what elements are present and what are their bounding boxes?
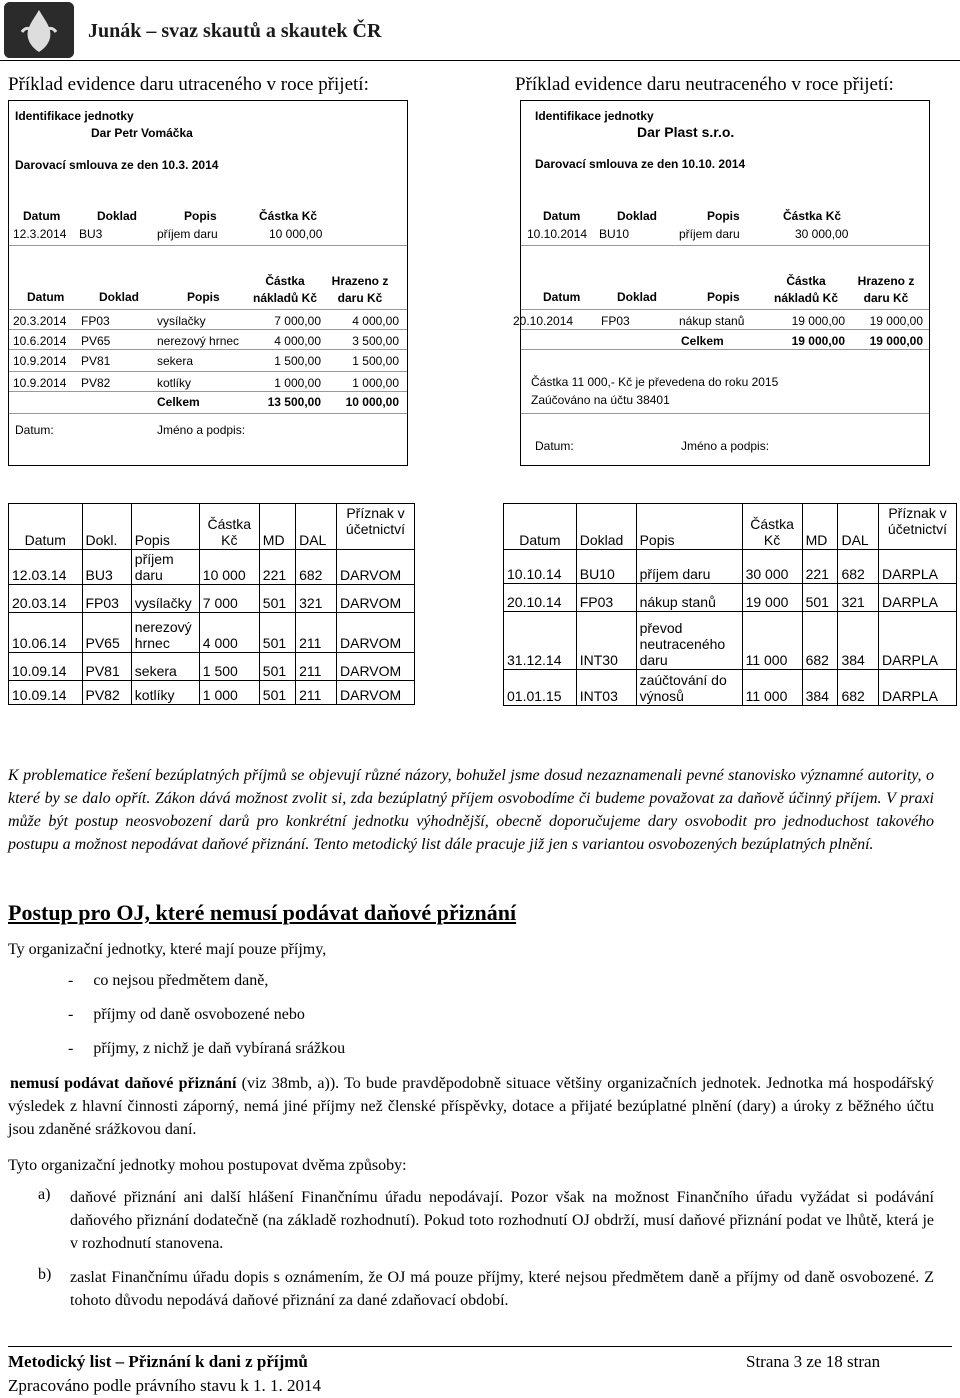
exp-col-popis: Popis — [707, 290, 740, 304]
exp-row-date: 20.3.2014 — [13, 314, 67, 328]
table-row — [9, 585, 415, 613]
exp-row-desc: vysílačky — [157, 314, 206, 328]
list-item-text: příjmy od daně osvobozené nebo — [93, 1006, 305, 1023]
cell: 501 — [259, 613, 295, 653]
cell: 501 — [802, 584, 838, 612]
exp-row-date: 10.9.2014 — [13, 376, 67, 390]
exp-row-doc: PV81 — [81, 354, 111, 368]
date-label: Datum: — [535, 439, 574, 453]
total-label: Celkem — [681, 334, 724, 348]
cell: INT03 — [576, 670, 636, 706]
income-doc: BU3 — [79, 227, 103, 241]
cell: DARPLA — [879, 584, 957, 612]
signature-label: Jméno a podpis: — [157, 423, 246, 437]
exp-row-doc: PV82 — [81, 376, 111, 390]
italic-paragraph: K problematice řešení bezúplatných příjmů se objevují různé názory, bohužel jsme dosud nezaznamenali pevné stanovisko významné autority, o které by se dalo opřít. Zákon dává možnost zvolit si, zda bezúplatný příjem osvobodíme či budeme považovat za daňově účinný příjem. V praxi může být postup neosvobození darů pro konkrétní jednotku výhodnější, obecně doporučujeme dary osvobodit pro jednoduchost takového postupu a možnost nepodávat daňové přiznání. Tento metodický list dále pracuje již jen s variantou osvobozených bezúplatných plnění. — [8, 767, 934, 853]
income-date: 12.3.2014 — [13, 227, 67, 241]
col-popis: Popis — [707, 209, 740, 223]
income-desc: příjem daru — [679, 227, 740, 241]
exp-row-doc: PV65 — [81, 334, 111, 348]
cell: kotlíky — [131, 681, 199, 705]
col-datum: Datum — [543, 209, 581, 223]
accounting-table-right — [503, 503, 957, 706]
cell: příjem daru — [636, 550, 742, 584]
cell: sekera — [131, 653, 199, 681]
exp-row-cost: 1 000,00 — [274, 376, 321, 390]
cell: 221 — [259, 550, 295, 585]
cell: 682 — [802, 612, 838, 670]
table-header-row — [504, 504, 957, 550]
cell: 682 — [838, 550, 879, 584]
exp-col-datum: Datum — [543, 290, 581, 304]
cell: 20.10.14 — [504, 584, 577, 612]
th-doklad: Dokl. — [82, 504, 131, 550]
cell: 501 — [259, 681, 295, 705]
option-b-label: b) — [38, 1266, 52, 1283]
carryover-note: Částka 11 000,- Kč je převedena do roku 2015 — [531, 375, 779, 389]
cell: DARPLA — [879, 612, 957, 670]
exp-row-cost: 4 000,00 — [274, 334, 321, 348]
contract-line: Darovací smlouva ze den 10.10. 2014 — [535, 157, 746, 171]
exp-row-desc: sekera — [157, 354, 194, 368]
cell: příjem daru — [131, 550, 199, 585]
cell: 31.12.14 — [504, 612, 577, 670]
exp-row-gift: 3 500,00 — [352, 334, 399, 348]
cell: 321 — [296, 585, 337, 613]
exp-row-doc: FP03 — [81, 314, 110, 328]
cell: PV65 — [82, 613, 131, 653]
table-row — [9, 550, 415, 585]
paragraph-2 — [8, 1072, 934, 1141]
cell: nerezový hrnec — [131, 613, 199, 653]
right-example-caption: Příklad evidence daru neutraceného v roce přijetí: — [515, 74, 894, 95]
exp-row-gift: 19 000,00 — [869, 314, 923, 328]
document-header-title: Junák – svaz skautů a skautek ČR — [88, 20, 382, 42]
cell: 7 000 — [199, 585, 259, 613]
exp-col-gift: Hrazeno z daru Kč — [857, 274, 915, 305]
option-b-text: zaslat Finančnímu úřadu dopis s oznámením, že OJ má pouze příjmy, které nejsou předmětem daně a příjmy od daně osvobozené. Z tohoto důvodu nepodává daňové přiznání za dané zdaňovací období. — [70, 1269, 934, 1309]
left-evidence-sheet — [8, 100, 408, 466]
cell: 19 000 — [742, 584, 802, 612]
exp-row-desc: nerezový hrnec — [157, 334, 240, 348]
exp-row-gift: 1 500,00 — [352, 354, 399, 368]
exp-col-cost: Částka nákladů Kč — [252, 274, 318, 305]
cell: 10 000 — [199, 550, 259, 585]
th-priznak: Příznak v účetnictví — [879, 504, 957, 550]
section-heading: Postup pro OJ, které nemusí podávat daňové přiznání — [8, 900, 517, 925]
cell: zaúčtování do výnosů — [636, 670, 742, 706]
exp-row-date: 20.10.2014 — [513, 314, 574, 328]
header-divider — [0, 60, 960, 61]
right-evidence-sheet — [513, 100, 930, 466]
exp-row-gift: 1 000,00 — [352, 376, 399, 390]
bold-lead: nemusí podávat daňové přiznání — [10, 1075, 237, 1092]
table-row — [504, 550, 957, 584]
cell: převod neutraceného daru — [636, 612, 742, 670]
ident-label: Identifikace jednotky — [15, 109, 134, 123]
exp-col-gift: Hrazeno z daru Kč — [331, 274, 389, 305]
exp-row-date: 10.6.2014 — [13, 334, 67, 348]
th-md: MD — [259, 504, 295, 550]
signature-label: Jméno a podpis: — [681, 439, 770, 453]
cell: 20.03.14 — [9, 585, 83, 613]
cell: 501 — [259, 653, 295, 681]
cell: 682 — [838, 670, 879, 706]
table-row — [9, 653, 415, 681]
th-priznak: Příznak v účetnictví — [337, 504, 415, 550]
cell: 10.09.14 — [9, 681, 83, 705]
left-example-caption: Příklad evidence daru utraceného v roce přijetí: — [8, 74, 369, 95]
table-row — [504, 612, 957, 670]
total-cost: 13 500,00 — [267, 395, 321, 409]
exp-col-cost: Částka nákladů Kč — [773, 274, 839, 305]
total-gift: 10 000,00 — [345, 395, 399, 409]
option-a-label: a) — [38, 1186, 51, 1203]
col-doklad: Doklad — [97, 209, 138, 223]
cell: nákup stanů — [636, 584, 742, 612]
th-doklad: Doklad — [576, 504, 636, 550]
cell: 4 000 — [199, 613, 259, 653]
exp-row-date: 10.9.2014 — [13, 354, 67, 368]
exp-col-doklad: Doklad — [617, 290, 658, 304]
th-datum: Datum — [9, 504, 83, 550]
exp-row-cost: 1 500,00 — [274, 354, 321, 368]
cell: DARPLA — [879, 550, 957, 584]
th-dal: DAL — [296, 504, 337, 550]
col-doklad: Doklad — [617, 209, 658, 223]
table-row — [9, 681, 415, 705]
table-header-row — [9, 504, 415, 550]
cell: 10.09.14 — [9, 653, 83, 681]
cell: 12.03.14 — [9, 550, 83, 585]
cell: DARPLA — [879, 670, 957, 706]
th-popis: Popis — [636, 504, 742, 550]
cell: vysílačky — [131, 585, 199, 613]
exp-row-doc: FP03 — [601, 314, 630, 328]
paragraph-2-text: (viz 38mb, a)). To bude pravděpodobně situace většiny organizačních jednotek. Jednotka má hospodářský výsledek z hlavní činnosti záporný, nemá jiné příjmy než členské příspěvky, dotace a přijaté bezúplatné plnění (dary) a úroky z běžného účtu jsou zdaněné srážkovou daní. — [8, 1075, 934, 1138]
cell: 01.01.15 — [504, 670, 577, 706]
cell: 221 — [802, 550, 838, 584]
account-note: Zaúčováno na účtu 38401 — [531, 393, 670, 407]
option-a-text: daňové přiznání ani další hlášení Finančnímu úřadu nepodávají. Pozor však na možnost Finančního úřadu vyžádat si podávání daňového přiznání dodatečně (na základě rozhodnutí). Pokud toto rozhodnutí OJ obdrží, musí daňové přiznání podat ve lhůtě, která je v rozhodnutí stanovena. — [70, 1189, 934, 1252]
intro-line: Ty organizační jednotky, které mají pouze příjmy, — [8, 941, 327, 958]
income-desc: příjem daru — [157, 227, 218, 241]
exp-row-cost: 19 000,00 — [791, 314, 845, 328]
cell: FP03 — [82, 585, 131, 613]
cell: PV81 — [82, 653, 131, 681]
cell: 30 000 — [742, 550, 802, 584]
list-item: - příjmy, z nichž je daň vybíraná srážkou — [68, 1040, 346, 1057]
footer-subtitle: Zpracováno podle právního stavu k 1. 1. 2014 — [8, 1376, 322, 1395]
income-date: 10.10.2014 — [527, 227, 588, 241]
ident-label: Identifikace jednotky — [535, 109, 654, 123]
cell: 10.06.14 — [9, 613, 83, 653]
cell: 211 — [296, 653, 337, 681]
exp-row-desc: nákup stanů — [679, 314, 745, 328]
ident-value: Dar Petr Vomáčka — [91, 126, 193, 140]
cell: 682 — [296, 550, 337, 585]
cell: FP03 — [576, 584, 636, 612]
total-label: Celkem — [157, 395, 200, 409]
organization-logo — [4, 2, 74, 58]
table-row — [504, 584, 957, 612]
contract-line: Darovací smlouva ze den 10.3. 2014 — [15, 158, 219, 172]
cell: PV82 — [82, 681, 131, 705]
col-popis: Popis — [184, 209, 217, 223]
total-cost: 19 000,00 — [791, 334, 845, 348]
cell: DARVOM — [337, 681, 415, 705]
col-castka: Částka Kč — [783, 209, 842, 223]
cell: DARVOM — [337, 653, 415, 681]
th-castka: Částka Kč — [742, 504, 802, 550]
paragraph-3: Tyto organizační jednotky mohou postupovat dvěma způsoby: — [8, 1157, 407, 1174]
th-popis: Popis — [131, 504, 199, 550]
income-amount: 10 000,00 — [269, 227, 323, 241]
footer-divider — [8, 1346, 952, 1347]
income-amount: 30 000,00 — [795, 227, 849, 241]
cell: DARVOM — [337, 585, 415, 613]
cell: 211 — [296, 613, 337, 653]
cell: 384 — [838, 612, 879, 670]
th-dal: DAL — [838, 504, 879, 550]
exp-col-doklad: Doklad — [99, 290, 140, 304]
exp-col-popis: Popis — [187, 290, 220, 304]
col-castka: Částka Kč — [259, 209, 318, 223]
exp-col-datum: Datum — [27, 290, 65, 304]
footer-title: Metodický list – Přiznání k dani z příjmů — [8, 1352, 308, 1371]
list-item: - co nejsou předmětem daně, — [68, 972, 269, 989]
cell: BU10 — [576, 550, 636, 584]
cell: DARVOM — [337, 613, 415, 653]
cell: 501 — [259, 585, 295, 613]
th-md: MD — [802, 504, 838, 550]
total-gift: 19 000,00 — [869, 334, 923, 348]
ident-value: Dar Plast s.r.o. — [637, 124, 735, 140]
th-castka: Částka Kč — [199, 504, 259, 550]
table-row — [504, 670, 957, 706]
list-item: - příjmy od daně osvobozené nebo — [68, 1006, 305, 1023]
exp-row-desc: kotlíky — [157, 376, 192, 390]
accounting-table-left — [8, 503, 415, 705]
cell: 11 000 — [742, 612, 802, 670]
cell: 11 000 — [742, 670, 802, 706]
cell: 384 — [802, 670, 838, 706]
cell: 1 000 — [199, 681, 259, 705]
cell: 211 — [296, 681, 337, 705]
th-datum: Datum — [504, 504, 577, 550]
list-item-text: příjmy, z nichž je daň vybíraná srážkou — [93, 1040, 346, 1057]
cell: 321 — [838, 584, 879, 612]
cell: 1 500 — [199, 653, 259, 681]
cell: INT30 — [576, 612, 636, 670]
cell: 10.10.14 — [504, 550, 577, 584]
list-item-text: co nejsou předmětem daně, — [93, 972, 269, 989]
cell: BU3 — [82, 550, 131, 585]
income-doc: BU10 — [599, 227, 630, 241]
cell: DARVOM — [337, 550, 415, 585]
col-datum: Datum — [23, 209, 61, 223]
date-label: Datum: — [15, 423, 54, 437]
exp-row-gift: 4 000,00 — [352, 314, 399, 328]
exp-row-cost: 7 000,00 — [274, 314, 321, 328]
table-row — [9, 613, 415, 653]
page-number: Strana 3 ze 18 stran — [746, 1352, 881, 1371]
